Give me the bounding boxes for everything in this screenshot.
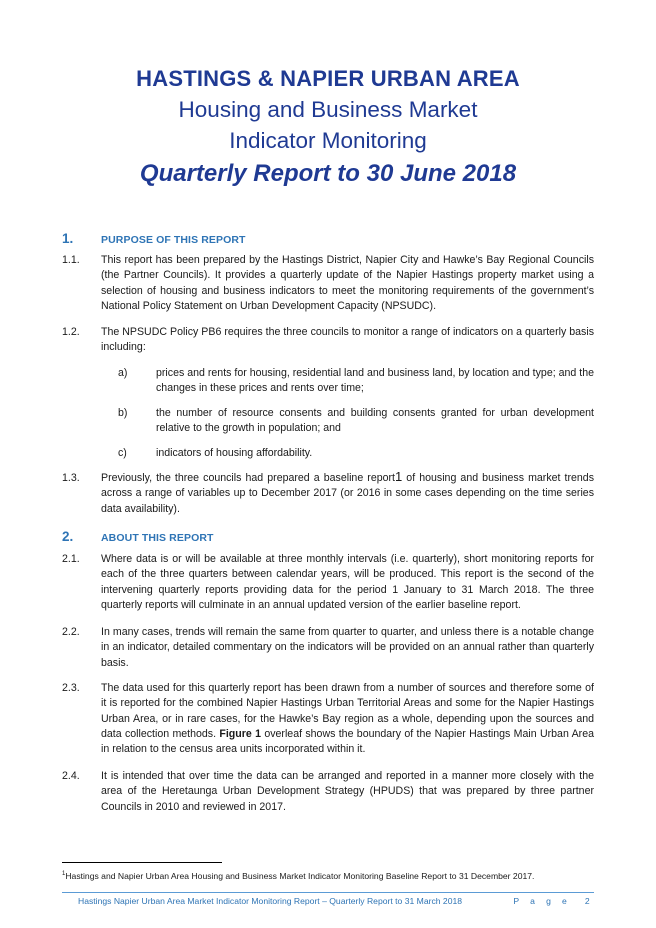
title-line-2: Housing and Business Market [178,97,478,122]
section-title: ABOUT THIS REPORT [101,532,214,544]
paragraph-number: 1.1. [62,254,80,266]
paragraph-text: This report has been prepared by the Hastings District, Napier City and Hawke’s Bay Regional Councils (the Partner Councils). It provides a quarterly update of the Napier Hastings property market using a selection of housing and business indicators to meet the monitoring requirements of the government’s National Policy Statement on Urban Development Capacity (NPSUDC). [101,254,594,312]
paragraph-text [101,471,594,517]
paragraph-number: 2.1. [62,553,80,565]
list-label: b) [118,407,128,419]
paragraph-2-1 [62,552,594,613]
page-number: 2 [584,896,594,906]
text-run: of housing and business market trends across a range of variables up to December 2017 (or 2016 in some cases depending on the time series data availability). [101,472,594,515]
page-label: P a g e [513,896,572,906]
paragraph-1-3 [62,471,594,517]
paragraph-number: 2.4. [62,770,80,782]
paragraph-1-1 [62,253,594,314]
list-text: the number of resource consents and building consents granted for urban development relative to the growth in population; and [156,407,594,435]
section-number: 1. [62,231,74,246]
list-label: a) [118,367,128,379]
title-line-1: HASTINGS & NAPIER URBAN AREA [136,66,520,91]
list-label: c) [118,447,127,459]
paragraph-text [101,681,594,757]
list-text: prices and rents for housing, residential land and business land, by location and type; and the changes in these prices and rents over time; [156,367,594,395]
paragraph-text: In many cases, trends will remain the same from quarter to quarter, and unless there is a notable change in an indicator, detailed commentary on the indicators will be provided on an annual rather than quarterly basis. [101,626,594,669]
paragraph-text: Where data is or will be available at three monthly intervals (i.e. quarterly), short monitoring reports for each of the three quarters between calendar years, will be produced. This report is the second of the intervening quarterly reports providing data for the period 1 January to 31 March 2018. The three quarterly reports will culminate in an annual updated version of the earlier baseline report. [101,553,594,611]
page-number-label [513,896,594,906]
title-line-3: Indicator Monitoring [229,128,427,153]
footnote-marker: 1 [62,871,66,878]
paragraph-text: The NPSUDC Policy PB6 requires the three councils to monitor a range of indicators on a quarterly basis including: [101,326,594,354]
text-run: overleaf shows the boundary of the Napier Hastings Main Urban Area in relation to the census area units incorporated within it. [101,727,594,756]
footnote-divider [62,862,222,863]
title-line-4: Quarterly Report to 30 June 2018 [139,160,517,187]
footnote-text: Hastings and Napier Urban Area Housing and Business Market Indicator Monitoring Baseline Report to 31 December 2017. [65,871,535,881]
list-item-b [118,406,594,437]
page-footer [62,896,594,906]
paragraph-1-2 [62,325,594,356]
figure-reference: Figure 1 [219,727,261,740]
list-item-c [118,446,594,461]
footer-divider [62,892,594,893]
paragraph-2-2 [62,625,594,671]
section-1-heading [62,231,594,246]
section-number: 2. [62,529,74,544]
paragraph-text: It is intended that over time the data can be arranged and reported in a manner more closely with the area of the Heretaunga Urban Development Strategy (HPUDS) that was prepared by three partner Councils in 2010 and reviewed in 2017. [101,770,594,813]
report-title [62,64,594,191]
footnote-reference[interactable]: 1 [394,469,403,484]
paragraph-number: 2.2. [62,626,80,638]
list-item-a [118,366,594,397]
text-run: Previously, the three councils had prepared a baseline report [101,472,395,484]
text-run: The data used for this quarterly report has been drawn from a number of sources and therefore some of it is reported for the combined Napier Hastings Urban Territorial Areas and some for the Napier Hastings Urban Area, or in rare cases, for the Hawke’s Bay region as a whole, depending upon the sources and data collection methods. [101,682,594,740]
footer-title: Hastings Napier Urban Area Market Indicator Monitoring Report – Quarterly Report to 31 March 2018 [78,896,463,906]
paragraph-number: 1.2. [62,326,80,338]
paragraph-number: 1.3. [62,472,80,484]
section-2-heading [62,529,594,544]
paragraph-2-4 [62,769,594,815]
footnote [62,870,594,882]
paragraph-number: 2.3. [62,682,80,694]
paragraph-2-3 [62,681,594,757]
list-text: indicators of housing affordability. [156,447,313,459]
section-title: PURPOSE OF THIS REPORT [101,234,246,246]
